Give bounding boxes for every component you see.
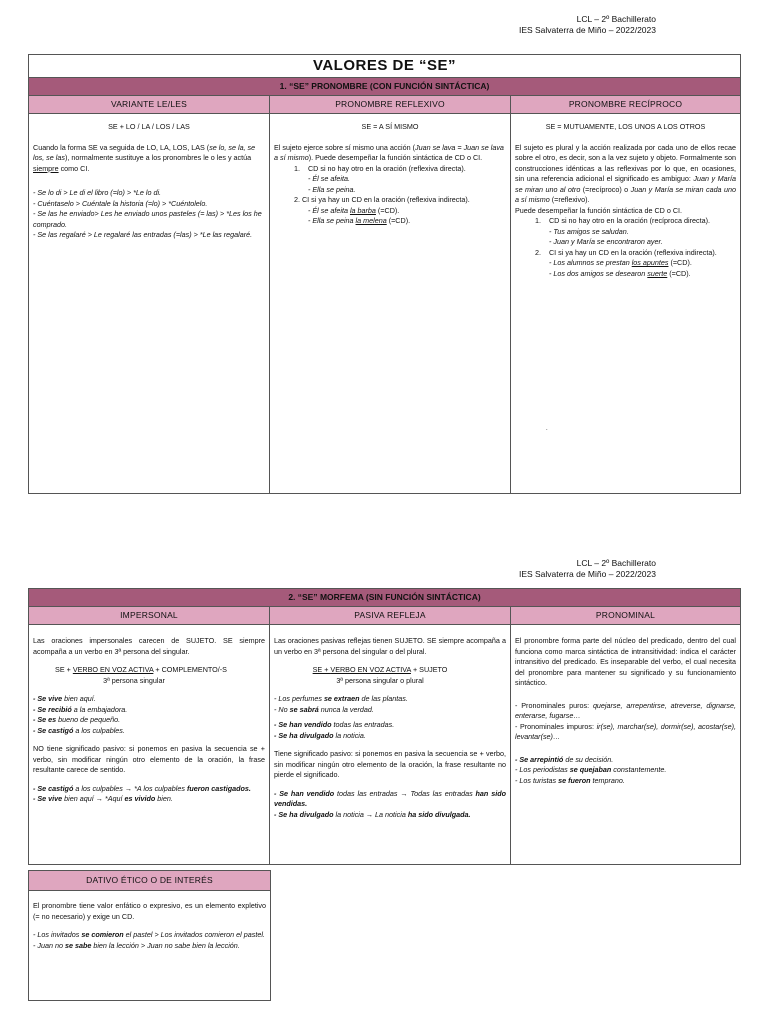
- formula: SE + VERBO EN VOZ ACTIVA + SUJETO: [312, 665, 448, 674]
- example: - Se lo di > Le di el libro (=lo) > *Le lo di.: [33, 188, 162, 197]
- paragraph: Puede desempeñar la función sintáctica de CD o CI.: [515, 205, 683, 215]
- example: - Se han vendido todas las entradas.: [274, 720, 395, 729]
- formula-note: 3ª persona singular o plural: [336, 675, 424, 685]
- cell-reciproco: [511, 114, 741, 494]
- stray-dot: .: [546, 426, 548, 432]
- list-item: 1. CD si no hay otro en la oración (reflexiva directa).: [294, 163, 466, 173]
- cell-reflexivo: [270, 114, 511, 494]
- col-header-variante: VARIANTE LE/LES: [29, 96, 270, 114]
- list-item: 2. CI si ya hay un CD en la oración (reflexiva indirecta).: [535, 247, 717, 257]
- page-header-1: [519, 14, 656, 36]
- paragraph: Tiene significado pasivo: si ponemos en pasiva la secuencia se + verbo, sin modificar ningún otro elemento de la oración, la frase resultante no pierde el significado.: [274, 749, 506, 779]
- example: - Los alumnos se prestan los apuntes (=CD).: [549, 258, 692, 267]
- list-item: - Pronominales puros: quejarse, arrepentirse, atreverse, dignarse, enterarse, fugarse…: [515, 700, 736, 720]
- example: - Se las regalaré > Le regalaré las entradas (=las) > *Le las regalaré.: [33, 230, 253, 239]
- formula: SE = MUTUAMENTE, LOS UNOS A LOS OTROS: [545, 122, 706, 131]
- formula-note: 3ª persona singular: [103, 675, 165, 685]
- example: - Se castigó a los culpables → *A los culpables fueron castigados.: [33, 783, 251, 793]
- paragraph: El pronombre tiene valor enfático o expresivo, es un elemento expletivo (= no necesario) y exige un CD.: [33, 901, 266, 921]
- list-item: 1. CD si no hay otro en la oración (recíproca directa).: [535, 216, 710, 225]
- example: - Cuéntaselo > Cuéntale la historia (=lo) > *Cuéntolelo.: [33, 198, 208, 208]
- header-school: IES Salvaterra de Miño – 2022/2023: [518, 569, 656, 579]
- paragraph: El pronombre forma parte del núcleo del predicado, dentro del cual funciona como marca sintáctica de intransitividad: indica el carácter intransitivo del predicado. Es inseparable del verbo, el cual necesita del pronombre para mantener su significado y su funcionamiento sintáctico.: [515, 636, 736, 687]
- example: - No se sabrá nunca la verdad.: [274, 704, 374, 714]
- example: - Se es bueno de pequeño.: [33, 715, 121, 724]
- header-course: LCL – 2º Bachillerato: [576, 14, 656, 24]
- cell-pasiva-refleja: [270, 625, 511, 865]
- col-header-reflexivo: PRONOMBRE REFLEXIVO: [270, 96, 511, 114]
- table-dativo-etico: [28, 870, 271, 1001]
- cell-pronominal: [511, 625, 741, 865]
- page-header-2: [519, 558, 656, 580]
- section-heading-2: 2. “SE” MORFEMA (SIN FUNCIÓN SINTÁCTICA): [29, 589, 741, 607]
- page-title: VALORES DE “SE”: [29, 55, 741, 78]
- table-se-morfema: [28, 588, 741, 865]
- col-header-pronominal: PRONOMINAL: [511, 607, 741, 625]
- example: - Ella se peina la melena (=CD).: [308, 216, 411, 225]
- example: - Se han vendido todas las entradas → Todas las entradas han sido vendidas.: [274, 788, 506, 808]
- example: - Se recibió a la embajadora.: [33, 704, 128, 714]
- col-header-dativo-etico: DATIVO ÉTICO O DE INTERÉS: [29, 871, 271, 891]
- example: - Se vive bien aquí.: [33, 694, 96, 703]
- formula: SE + LO / LA / LOS / LAS: [108, 122, 190, 131]
- example: - Los invitados se comieron el pastel > Los invitados comieron el pastel.: [33, 930, 265, 939]
- paragraph: Las oraciones pasivas reflejas tienen SUJETO. SE siempre acompaña a un verbo en 3ª persona del singular o del plural.: [274, 636, 506, 656]
- paragraph: El sujeto ejerce sobre sí mismo una acción (Juan se lava = Juan se lava a sí mismo). Puede desempeñar la función sintáctica de CD o CI.: [274, 142, 504, 162]
- example: - Él se afeita la barba (=CD).: [308, 205, 400, 215]
- example: - Los turistas se fueron temprano.: [515, 775, 625, 785]
- cell-variante: [29, 114, 270, 494]
- example: - Se castigó a los culpables.: [33, 725, 125, 735]
- paragraph: Las oraciones impersonales carecen de SUJETO. SE siempre acompaña a un verbo en 3ª persona del singular.: [33, 636, 265, 656]
- formula: SE = A SÍ MISMO: [361, 122, 419, 131]
- col-header-impersonal: IMPERSONAL: [29, 607, 270, 625]
- col-header-reciproco: PRONOMBRE RECÍPROCO: [511, 96, 741, 114]
- header-course: LCL – 2º Bachillerato: [576, 558, 656, 568]
- example: - Tus amigos se saludan.: [549, 226, 629, 236]
- col-header-pasiva-refleja: PASIVA REFLEJA: [270, 607, 511, 625]
- paragraph: El sujeto es plural y la acción realizada por cada uno de ellos recae sobre el otro, es decir, son a la vez sujeto y objeto. Formalmente son construcciones idénticas a las reflexivas por lo que, en ocasiones, sin una referencia adicional el significado es ambiguo: Juan y María se miran uno al otro (=recíproco) o Juan y María se miran cada uno a sí mismo (=reflexivo).: [515, 142, 737, 204]
- table-se-pronombre: [28, 54, 741, 494]
- header-school: IES Salvaterra de Miño – 2022/2023: [518, 25, 656, 35]
- section-heading-1: 1. “SE” PRONOMBRE (CON FUNCIÓN SINTÁCTICA): [29, 78, 741, 96]
- example: - Juan y María se encontraron ayer.: [549, 237, 663, 246]
- example: - Los dos amigos se desearon suerte (=CD).: [549, 268, 691, 278]
- example: - Se las he enviado> Les he enviado unos pasteles (= las) > *Les los he comprado.: [33, 209, 262, 229]
- list-item: - Pronominales impuros: ir(se), marchar(se), dormir(se), acostar(se), levantar(se)…: [515, 721, 736, 741]
- paragraph: NO tiene significado pasivo: si ponemos en pasiva la secuencia se + verbo, sin modificar ningún otro elemento de la oración, la frase resultante carece de sentido.: [33, 744, 265, 774]
- example: - Los periodistas se quejaban constantemente.: [515, 765, 667, 774]
- paragraph: Cuando la forma SE va seguida de LO, LA, LOS, LAS (se lo, se la, se los, se las), normalmente sustituye a los pronombres le o les y actúa siempre como CI.: [33, 142, 256, 173]
- example: - Ella se peina.: [308, 184, 356, 194]
- example: - Juan no se sabe bien la lección > Juan no sabe bien la lección.: [33, 940, 240, 950]
- cell-impersonal: [29, 625, 270, 865]
- example: - Se ha divulgado la noticia → La noticia ha sido divulgada.: [274, 809, 471, 819]
- example: - Se vive bien aquí → *Aquí es vivido bien.: [33, 794, 173, 803]
- example: - Se arrepintió de su decisión.: [515, 754, 614, 764]
- example: - Los perfumes se extraen de las plantas.: [274, 694, 408, 703]
- example: - Él se afeita.: [308, 174, 350, 183]
- example: - Se ha divulgado la noticia.: [274, 730, 366, 740]
- list-item: 2. CI si ya hay un CD en la oración (reflexiva indirecta).: [294, 195, 470, 204]
- cell-dativo-etico: [29, 891, 271, 1001]
- formula: SE + VERBO EN VOZ ACTIVA + COMPLEMENTO/-S: [55, 665, 227, 674]
